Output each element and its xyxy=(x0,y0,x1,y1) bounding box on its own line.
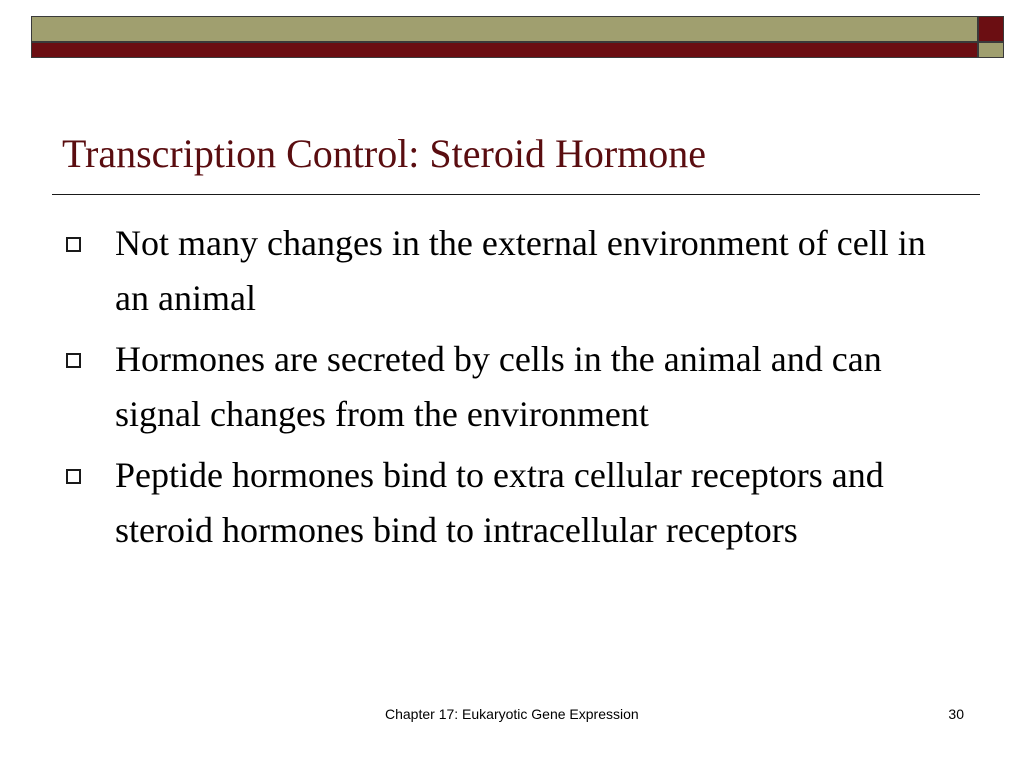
bullet-text: Not many changes in the external environment of cell in an animal xyxy=(115,223,926,318)
bullet-item xyxy=(64,332,964,442)
bullet-text: Peptide hormones bind to extra cellular receptors and steroid hormones bind to intracellular receptors xyxy=(115,455,884,550)
hollow-square-bullet-icon xyxy=(66,237,81,252)
bullet-item xyxy=(64,448,964,558)
slide-title: Transcription Control: Steroid Hormone xyxy=(62,131,707,176)
slide-footer: Chapter 17: Eukaryotic Gene Expression xyxy=(385,706,639,722)
slide-page-number: 30 xyxy=(948,706,964,722)
hollow-square-bullet-icon xyxy=(66,469,81,484)
bullet-item xyxy=(64,216,964,326)
bullet-text: Hormones are secreted by cells in the animal and can signal changes from the environment xyxy=(115,339,882,434)
corner-red-square xyxy=(978,16,1004,42)
title-underline-rule xyxy=(52,194,980,195)
top-banner-red-bar xyxy=(31,42,978,58)
corner-olive-square xyxy=(978,42,1004,58)
hollow-square-bullet-icon xyxy=(66,353,81,368)
bullet-list xyxy=(64,216,964,564)
top-banner-olive-bar xyxy=(31,16,978,42)
